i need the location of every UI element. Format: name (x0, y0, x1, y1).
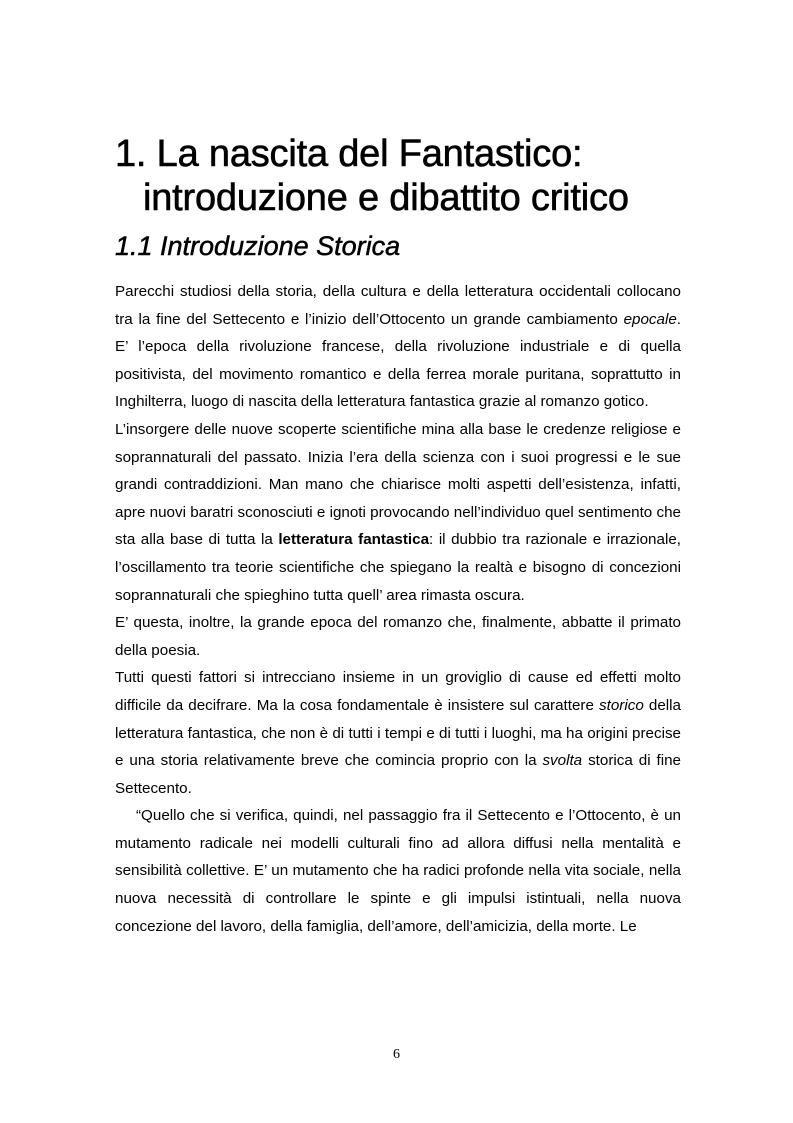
chapter-title-line-2: introduzione e dibattito critico (143, 177, 629, 219)
paragraph-1 (115, 278, 681, 416)
paragraph-3: E’ questa, inoltre, la grande epoca del romanzo che, finalmente, abbatte il primato della poesia. (115, 614, 681, 659)
paragraph-4-emphasis-2: svolta (542, 752, 583, 770)
section-title: 1.1 Introduzione Storica (115, 231, 401, 261)
paragraph-2 (115, 416, 681, 609)
paragraph-1-text-a: Parecchi studiosi della storia, della cultura e della letteratura occidentali collocano tra la fine del Settecento e l’inizio dell’Ottocento un grande cambiamento (115, 283, 681, 328)
paragraph-4 (115, 664, 681, 802)
chapter-number: 1. (115, 133, 147, 175)
paragraph-2-text-a: L’insorgere delle nuove scoperte scientifiche mina alla base le credenze religiose e soprannaturali del passato. Inizia l’era della scienza con i suoi progressi e le sue grandi contraddizioni. Man mano che chiarisce molti aspetti dell’esistenza, infatti, apre nuovi baratri sconosciuti e ignoti provocando nell’individuo quel sentimento che sta alla base di tutta la (115, 420, 681, 549)
paragraph-1-emphasis: epocale (623, 310, 677, 328)
paragraph-4-text-c: storica di fine Settecento. (115, 752, 681, 797)
paragraph-2-text-b: : il dubbio tra razionale e irrazionale, l’oscillamento tra teorie scientifiche che spiegano la realtà e bisogno di concezioni soprannaturali che spieghino tutta quell’ area rimasta oscura. (115, 531, 681, 604)
paragraph-5-quote: “Quello che si verifica, quindi, nel passaggio fra il Settecento e l’Ottocento, è un mutamento radicale nei modelli culturali fino ad allora diffusi nella mentalità e sensibilità collettive. E’ un mutamento che ha radici profonde nella vita sociale, nella nuova necessità di controllare le spinte e gli impulsi istintuali, nella nuova concezione del lavoro, della famiglia, dell’amore, dell’amicizia, della morte. Le (115, 807, 681, 935)
paragraph-1-text-b: . E’ l’epoca della rivoluzione francese, della rivoluzione industriale e di quella positivista, del movimento romantico e della ferrea morale puritana, soprattutto in Inghilterra, luogo di nascita della letteratura fantastica grazie al romanzo gotico. (115, 310, 681, 411)
paragraph-4-text-b: della letteratura fantastica, che non è di tutti i tempi e di tutti i luoghi, ma ha origini precise e una storia relativamente breve che comincia proprio con la (115, 696, 681, 770)
paragraph-2-bold-term: letteratura fantastica (278, 531, 430, 549)
chapter-title (115, 132, 715, 220)
chapter-title-line-1: La nascita del Fantastico: (156, 133, 583, 175)
paragraph-4-text-a: Tutti questi fattori si intrecciano insieme in un groviglio di cause ed effetti molto difficile da decifrare. Ma la cosa fondamentale è insistere sul carattere (115, 669, 681, 714)
body-text (115, 278, 681, 940)
page-number: 6 (393, 1047, 400, 1062)
paragraph-4-emphasis-1: storico (599, 696, 644, 714)
